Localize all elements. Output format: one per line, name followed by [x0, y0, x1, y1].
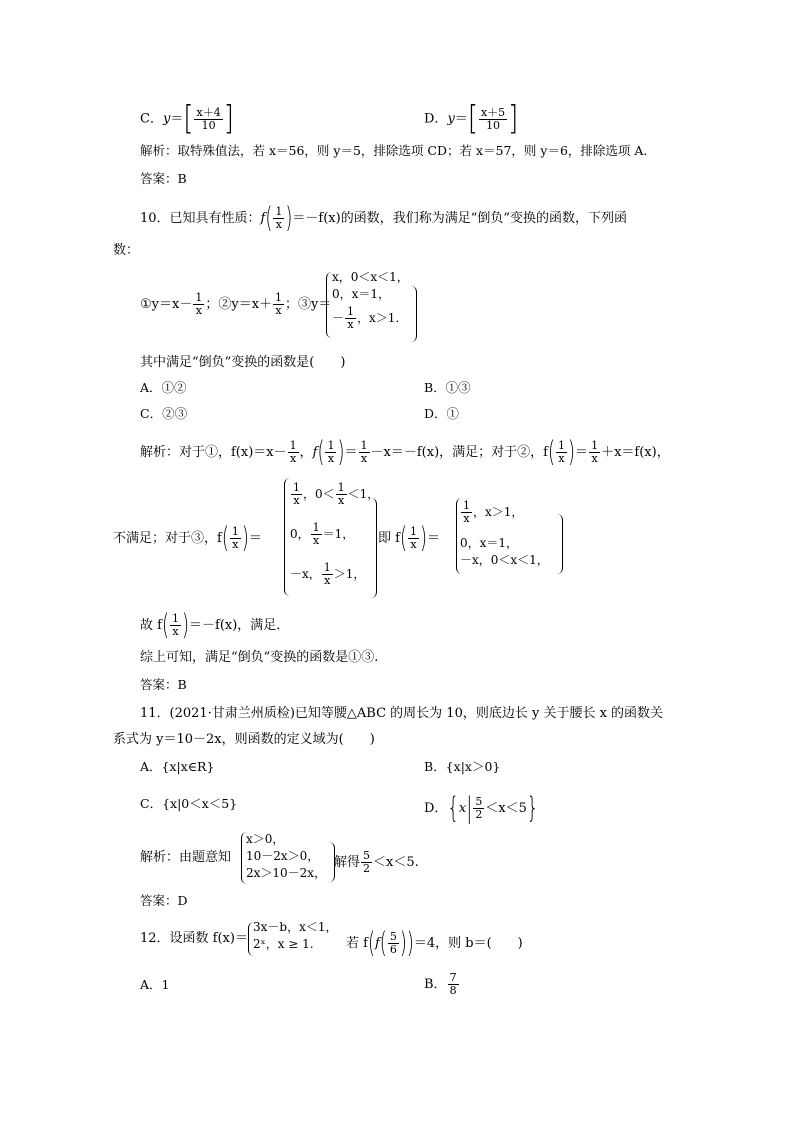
q12-piece-line2: 2ˣ，x ≥ 1.: [253, 937, 314, 951]
q10-stem-cont: 数：: [113, 243, 140, 258]
q10-piece-a-line2: 0， $\frac{1}{x}$ ＝1，: [290, 521, 355, 547]
q11-answer: 答案：D: [140, 893, 188, 908]
q11-analysis-a: 解析：由题意知: [140, 850, 232, 865]
q10-piece-b-rbar: [556, 514, 563, 574]
q12-stem-b: 若 f(f( $\frac{5}{6}$ ))＝4，则 b＝( ): [346, 925, 523, 960]
q10-analysis: 解析：对于①，f(x)＝x－ $\frac{1}{x}$ ，f( $\frac{1}{x}$ )＝ $\frac{1}{x}$ －x＝－f(x)，满足；对于②，f( $\frac{1}{x}$ )＝ $\frac{1}{x}$ ＋x＝f(x)，: [140, 434, 670, 469]
q10-answer: 答案：B: [140, 677, 187, 692]
q10-piece3-line3: － $\frac{1}{x}$ ，x＞1.: [332, 305, 400, 331]
q9-option-d: D．y＝[ $\frac{x+5}{10}$ ]: [424, 100, 519, 138]
q10-piece3-line1: x，0＜x＜1，: [332, 270, 409, 284]
q9-option-c: C．y＝[ $\frac{x+4}{10}$ ]: [140, 100, 234, 138]
q10-piece3-rbar: [410, 286, 417, 342]
q10-summary: 综上可知，满足“倒负”变换的函数是①③.: [140, 650, 379, 665]
q10-piece-a-line3: －x， $\frac{1}{x}$ ＞1，: [290, 561, 366, 587]
q10-piece-b-line3: －x，0＜x＜1，: [460, 553, 549, 567]
q10-piece-b-line2: 0，x＝1，: [460, 536, 519, 550]
q11-analysis-b: 解得 $\frac{5}{2}$ ＜x＜5.: [334, 849, 419, 875]
q12-stem-a: 12．设函数 f(x)＝: [140, 931, 248, 946]
q11-stem-line1: 11．(2021·甘肃兰州质检)已知等腰△ABC 的周长为 10，则底边长 y 关于腰长 x 的函数关: [140, 706, 664, 721]
q9-answer: 答案：B: [140, 171, 187, 186]
q10-piece-a-line1: $\frac{1}{x}$ ，0＜ $\frac{1}{x}$ ＜1，: [293, 481, 380, 507]
q11-system-line3: 2x＞10－2x，: [246, 866, 327, 880]
q10-piece3-line2: 0，x＝1，: [332, 287, 391, 301]
q12-option-a: A．1: [140, 977, 170, 992]
q10-option-c: C．②③: [140, 406, 188, 421]
q9-analysis: 解析：取特殊值法，若 x＝56，则 y＝5，排除选项 CD；若 x＝57，则 y＝6，排除选项 A.: [140, 143, 648, 158]
q11-system-line2: 10－2x＞0，: [246, 849, 320, 863]
q10-option-d: D．①: [424, 406, 460, 421]
q10-stem: 10．已知具有性质：f( $\frac{1}{x}$ )＝－f(x)的函数，我们称为满足“倒负”变换的函数，下列函: [140, 200, 628, 235]
q11-option-b: B．{x|x＞0}: [424, 759, 501, 774]
q10-items: ①y＝x－ $\frac{1}{x}$ ；②y＝x＋ $\frac{1}{x}$ ；③y＝: [140, 291, 332, 317]
q10-not-satisfy: 不满足；对于③，f( $\frac{1}{x}$ )＝: [113, 520, 262, 555]
q12-piece-line1: 3x－b，x＜1，: [253, 920, 338, 934]
q10-piece-a-rbar: [370, 498, 377, 598]
q11-option-c: C．{x|0＜x＜5}: [140, 796, 238, 811]
q11-option-a: A．{x|x∈R}: [140, 759, 215, 774]
q10-question: 其中满足“倒负”变换的函数是( ): [140, 355, 346, 370]
q11-option-d: D．{x| $\frac{5}{2}$ ＜x＜5}: [424, 790, 539, 825]
q10-option-b: B．①③: [424, 380, 471, 395]
q10-piece-b-line1: $\frac{1}{x}$ ，x＞1，: [463, 499, 524, 525]
q10-ji: 即 f( $\frac{1}{x}$ )＝: [378, 520, 441, 555]
q11-stem-line2: 系式为 y＝10－2x，则函数的定义域为( ): [113, 732, 375, 747]
q10-option-a: A．①②: [140, 380, 187, 395]
q12-option-b: B． $\frac{7}{8}$: [424, 971, 457, 997]
q11-system-line1: x＞0，: [246, 832, 285, 846]
q10-gu: 故 f( $\frac{1}{x}$ )＝－f(x)，满足．: [140, 607, 290, 642]
